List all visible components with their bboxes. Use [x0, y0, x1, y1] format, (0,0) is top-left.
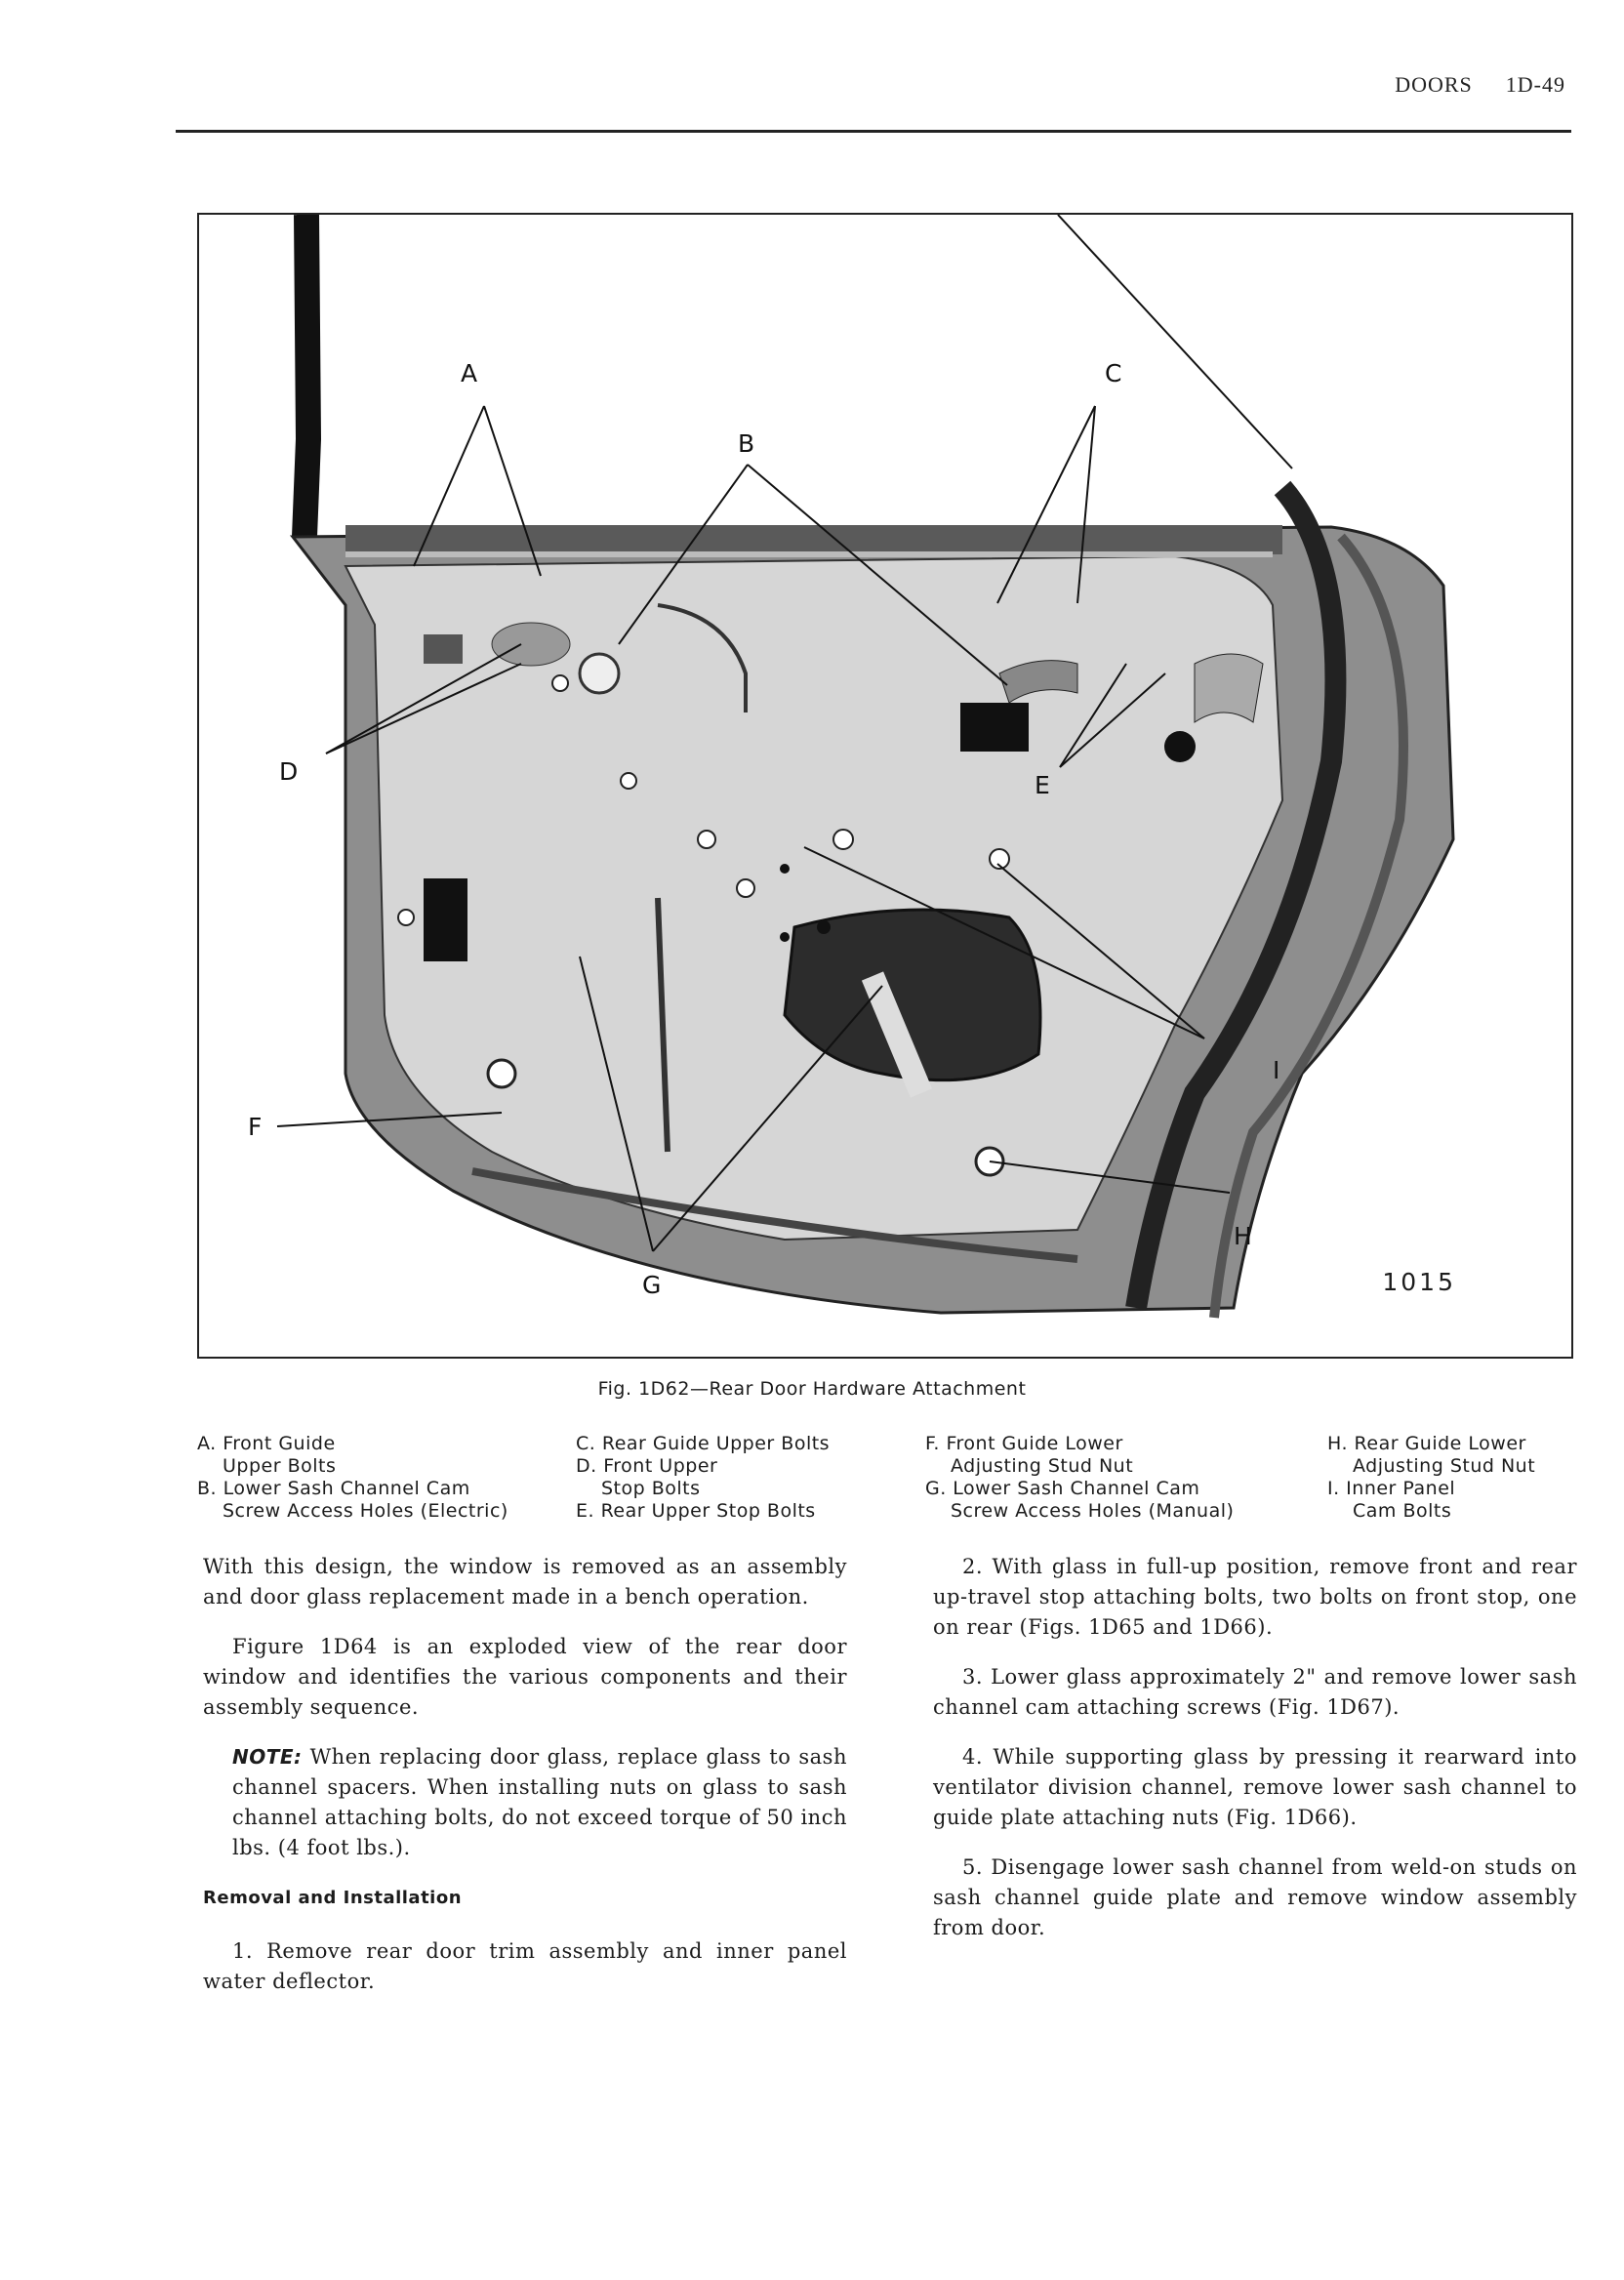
step-4: 4. While supporting glass by pressing it rearward into ventilator division channel, remove lower sash channel to guide plate attaching nuts (Fig. 1D66).	[933, 1745, 1577, 1829]
note-block	[232, 1742, 847, 1863]
callout-g: G	[642, 1271, 662, 1299]
callout-d: D	[279, 757, 299, 786]
legend-b-detail: Screw Access Holes (Electric)	[223, 1500, 508, 1522]
callout-i: I	[1273, 1056, 1280, 1084]
step-1: 1. Remove rear door trim assembly and inner panel water deflector.	[203, 1939, 847, 1993]
legend-d-detail: Stop Bolts	[601, 1478, 701, 1499]
figure-caption: Fig. 1D62—Rear Door Hardware Attachment	[597, 1378, 1027, 1400]
legend-h-detail: Adjusting Stud Nut	[1353, 1455, 1536, 1477]
legend-h-label: H. Rear Guide Lower	[1327, 1433, 1526, 1454]
legend-d-label: D. Front Upper	[576, 1455, 718, 1477]
step-3: 3. Lower glass approximately 2" and remove lower sash channel cam attaching screws (Fig. 1D67).	[933, 1665, 1577, 1719]
legend-i-detail: Cam Bolts	[1353, 1500, 1452, 1522]
section-subheading: Removal and Installation	[203, 1888, 463, 1908]
legend-a-label: A. Front Guide	[197, 1433, 336, 1454]
legend-col-2	[576, 1433, 830, 1523]
paragraph-design: With this design, the window is removed as an assembly and door glass replacement made in a bench operation.	[203, 1555, 847, 1608]
paragraph-figure-reference: Figure 1D64 is an exploded view of the rear door window and identifies the various components and their assembly sequence.	[203, 1635, 847, 1719]
legend-e-label: E. Rear Upper Stop Bolts	[576, 1500, 816, 1522]
text-column-right	[933, 1552, 1577, 1963]
text-column-left	[203, 1552, 847, 2016]
legend-b-label: B. Lower Sash Channel Cam	[197, 1478, 470, 1499]
header-rule	[176, 130, 1571, 133]
legend-col-4	[1327, 1433, 1535, 1523]
legend-f-detail: Adjusting Stud Nut	[951, 1455, 1134, 1477]
page-number: 1D-49	[1505, 72, 1565, 97]
figure-number: 1015	[1382, 1268, 1456, 1296]
callout-h: H	[1234, 1222, 1252, 1250]
step-2: 2. With glass in full-up position, remove front and rear up-travel stop attaching bolts, two bolts on front stop, one on rear (Figs. 1D65 and 1D66).	[933, 1555, 1577, 1639]
step-5: 5. Disengage lower sash channel from weld-on studs on sash channel guide plate and remove window assembly from door.	[933, 1855, 1577, 1939]
page-header	[1395, 72, 1565, 98]
callout-c: C	[1105, 359, 1122, 387]
callout-b: B	[738, 429, 755, 458]
callout-a: A	[461, 359, 478, 387]
section-title: DOORS	[1395, 72, 1473, 97]
note-label: NOTE:	[232, 1745, 303, 1769]
legend-g-detail: Screw Access Holes (Manual)	[951, 1500, 1235, 1522]
legend-a-detail: Upper Bolts	[223, 1455, 337, 1477]
legend-g-label: G. Lower Sash Channel Cam	[925, 1478, 1200, 1499]
legend-f-label: F. Front Guide Lower	[925, 1433, 1123, 1454]
door-illustration	[199, 215, 1573, 1359]
callout-e: E	[1035, 771, 1050, 799]
legend-col-1	[197, 1433, 508, 1523]
note-text: When replacing door glass, replace glass to sash channel spacers. When installing nuts on glass to sash channel attaching bolts, do not exceed torque of 50 inch lbs. (4 foot lbs.).	[232, 1745, 847, 1859]
legend-i-label: I. Inner Panel	[1327, 1478, 1456, 1499]
callout-f: F	[248, 1113, 263, 1141]
legend-col-3	[925, 1433, 1234, 1523]
legend-c-label: C. Rear Guide Upper Bolts	[576, 1433, 831, 1454]
door-hardware-figure	[197, 213, 1573, 1359]
